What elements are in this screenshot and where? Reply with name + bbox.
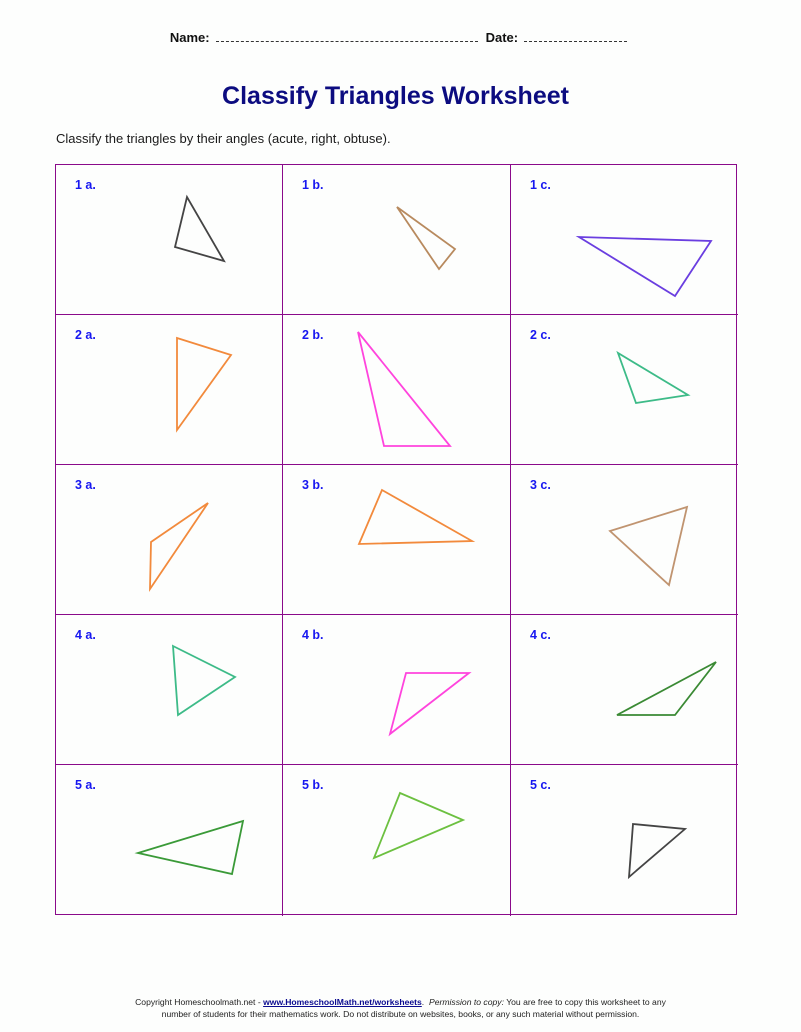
problem-label: 1 b. (302, 178, 324, 192)
problem-label: 3 a. (75, 478, 96, 492)
triangle-shape (173, 646, 235, 715)
problem-cell (56, 765, 283, 916)
problem-cell (511, 165, 738, 315)
date-label: Date: (485, 30, 519, 45)
problem-grid (55, 164, 737, 915)
problem-cell (283, 465, 511, 615)
problem-label: 5 a. (75, 778, 96, 792)
problem-cell (56, 165, 283, 315)
problem-cell (56, 465, 283, 615)
after-link-text: . (421, 997, 429, 1007)
problem-cell (283, 615, 511, 765)
triangle-shape (390, 673, 469, 734)
worksheets-link[interactable]: www.HomeschoolMath.net/worksheets (263, 997, 422, 1007)
copyright-text: Copyright Homeschoolmath.net - (135, 997, 264, 1007)
triangle-shape (397, 207, 455, 269)
footer (0, 996, 801, 1020)
page-title: Classify Triangles Worksheet (222, 82, 569, 110)
problem-cell (511, 765, 738, 916)
triangle-shape (175, 197, 224, 261)
footer-line-2: number of students for their mathematics work. Do not distribute on websites, books, or any such material without permission. (161, 1009, 640, 1019)
triangle-shape (629, 824, 685, 877)
problem-cell (511, 615, 738, 765)
problem-label: 2 c. (530, 328, 551, 342)
problem-cell (56, 315, 283, 465)
problem-cell (283, 165, 511, 315)
problem-cell (56, 615, 283, 765)
triangle-shape (618, 353, 688, 403)
problem-label: 3 c. (530, 478, 551, 492)
problem-label: 3 b. (302, 478, 324, 492)
triangle-shape (610, 507, 687, 585)
problem-label: 5 b. (302, 778, 324, 792)
instructions: Classify the triangles by their angles (acute, right, obtuse). (56, 131, 391, 146)
triangle-shape (359, 490, 472, 544)
triangle-shape (358, 332, 450, 446)
problem-label: 4 a. (75, 628, 96, 642)
permission-text: You are free to copy this worksheet to any (503, 997, 666, 1007)
footer-line-1 (0, 996, 801, 1008)
triangle-shape (617, 662, 716, 715)
triangle-shape (150, 503, 208, 589)
problem-cell (511, 315, 738, 465)
triangle-shape (579, 237, 711, 296)
date-field[interactable] (524, 29, 627, 42)
problem-label: 2 b. (302, 328, 324, 342)
problem-label: 4 b. (302, 628, 324, 642)
permission-label: Permission to copy: (428, 997, 504, 1007)
triangle-shape (374, 793, 463, 858)
problem-label: 2 a. (75, 328, 96, 342)
name-field[interactable] (216, 29, 478, 42)
problem-label: 4 c. (530, 628, 551, 642)
problem-cell (283, 315, 511, 465)
problem-label: 1 c. (530, 178, 551, 192)
name-date-header (0, 29, 801, 45)
problem-label: 5 c. (530, 778, 551, 792)
problem-cell (283, 765, 511, 916)
problem-cell (511, 465, 738, 615)
name-label: Name: (169, 30, 210, 45)
triangle-shape (138, 821, 243, 874)
problem-label: 1 a. (75, 178, 96, 192)
triangle-shape (177, 338, 231, 430)
